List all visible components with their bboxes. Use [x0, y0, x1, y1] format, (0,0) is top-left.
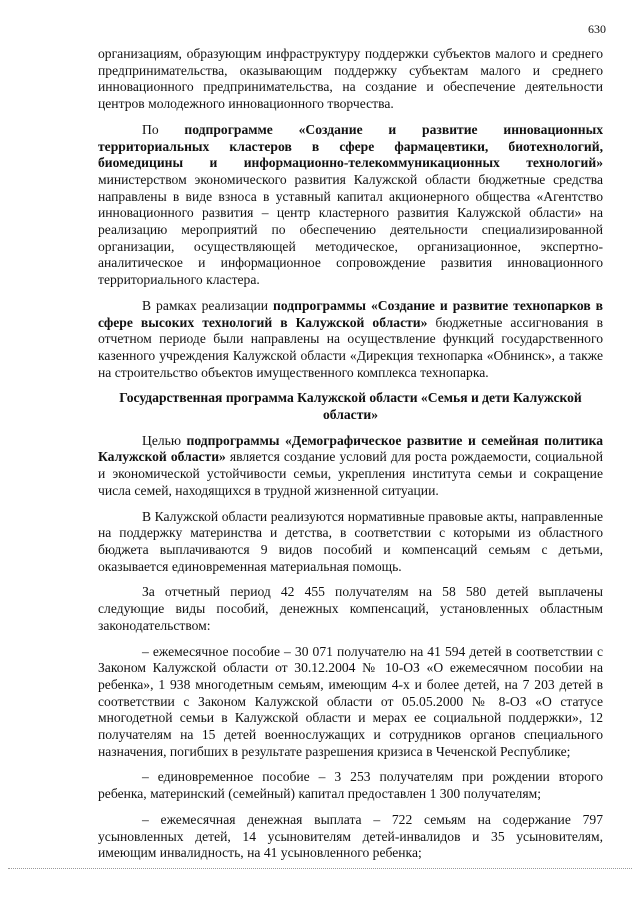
paragraph-technoparks-subprogram: [98, 298, 603, 382]
paragraph-lead-text: По: [142, 121, 185, 137]
list-item-lump-sum-allowance: – единовременное пособие – 3 253 получателям при рождении второго ребенка, материнский (семейный) капитал предоставлен 1 300 получателям;: [98, 769, 603, 802]
paragraph-body-text: министерством экономического развития Калужской области бюджетные средства направлены в виде взноса в уставный капитал акционерного общества «Агентство инновационного развития – центр кластерного развития Калужской области» на реализацию мероприятий по обеспечению деятельности специализированной организации, осуществляющей методическое, организационное, экспертно-аналитическое и информационное сопровождение развития инновационного территориального кластера.: [98, 171, 603, 288]
list-item-monthly-payment: – ежемесячная денежная выплата – 722 семьям на содержание 797 усыновленных детей, 14 усыновителям детей-инвалидов и 35 усыновителям, имеющим инвалидность, на 41 усыновленного ребенка;: [98, 811, 603, 861]
scan-edge-marks: [8, 868, 632, 873]
paragraph-normative-acts: В Калужской области реализуются нормативные правовые акты, направленные на поддержку материнства и детства, в соответствии с которыми из областного бюджета выплачиваются 9 видов пособий и компенсаций семьям с детьми, оказывается единовременная материальная помощь.: [98, 508, 603, 574]
paragraph-lead-text: Целью: [142, 432, 187, 448]
paragraph-clusters-subprogram: [98, 122, 603, 289]
list-item-monthly-allowance: – ежемесячное пособие – 30 071 получателю на 41 594 детей в соответствии с Законом Калужской области от 30.12.2004 № 10-ОЗ «О ежемесячном пособии на ребенка», 1 938 многодетным семьям, имеющим 4-х и более детей, на 7 203 детей в соответствии с Законом Калужской области от 05.05.2000 № 8-ОЗ «О статусе многодетной семьи в Калужской области и мерах ее социальной поддержки», 12 получателям на 15 детей военнослужащих и сотрудников органов специального назначения, погибших в результате разрешения кризиса в Чеченской Республике;: [98, 643, 603, 759]
paragraph-body-text: является создание условий для роста рождаемости, социальной и экономической устойчивости семьи, укрепления института семьи и сокращение числа семей, находящихся в трудной жизненной ситуации.: [98, 449, 603, 498]
section-heading-family-program: Государственная программа Калужской области «Семья и дети Калужской области»: [119, 390, 582, 423]
paragraph-reporting-period: За отчетный период 42 455 получателям на 58 580 детей выплачены следующие виды пособий, денежных компенсаций, установленных областным законодательством:: [98, 584, 603, 633]
paragraph-demographic-subprogram: [98, 433, 603, 500]
page-number: 630: [588, 22, 606, 36]
paragraph-body-text: бюджетные ассигнования в отчетном периоде были направлены на осуществление функций государственного казенного учреждения Калужской области «Дирекция технопарка «Обнинск», а также на строительство объектов имущественного комплекса технопарка.: [98, 314, 603, 380]
subprogram-title-demographic: подпрограммы «Демографическое развитие и семейная политика Калужской области»: [98, 432, 604, 465]
subprogram-title-clusters: подпрограмме «Создание и развитие инновационных территориальных кластеров в сфере фармацевтики, биотехнологий, биомедицины и информационно-телекоммуникационных технологий»: [98, 121, 603, 171]
paragraph-centers-innovation: организациям, образующим инфраструктуру поддержки субъектов малого и среднего предпринимательства, оказывающим поддержку субъектам малого и среднего инновационного предпринимательства, на создание и обеспечение деятельности центров молодежного инновационного творчества.: [98, 46, 603, 112]
document-body: [98, 46, 603, 871]
paragraph-lead-text: В рамках реализации: [142, 297, 274, 313]
subprogram-title-technoparks: подпрограммы «Создание и развитие технопарков в сфере высоких технологий в Калужской области»: [98, 297, 603, 330]
